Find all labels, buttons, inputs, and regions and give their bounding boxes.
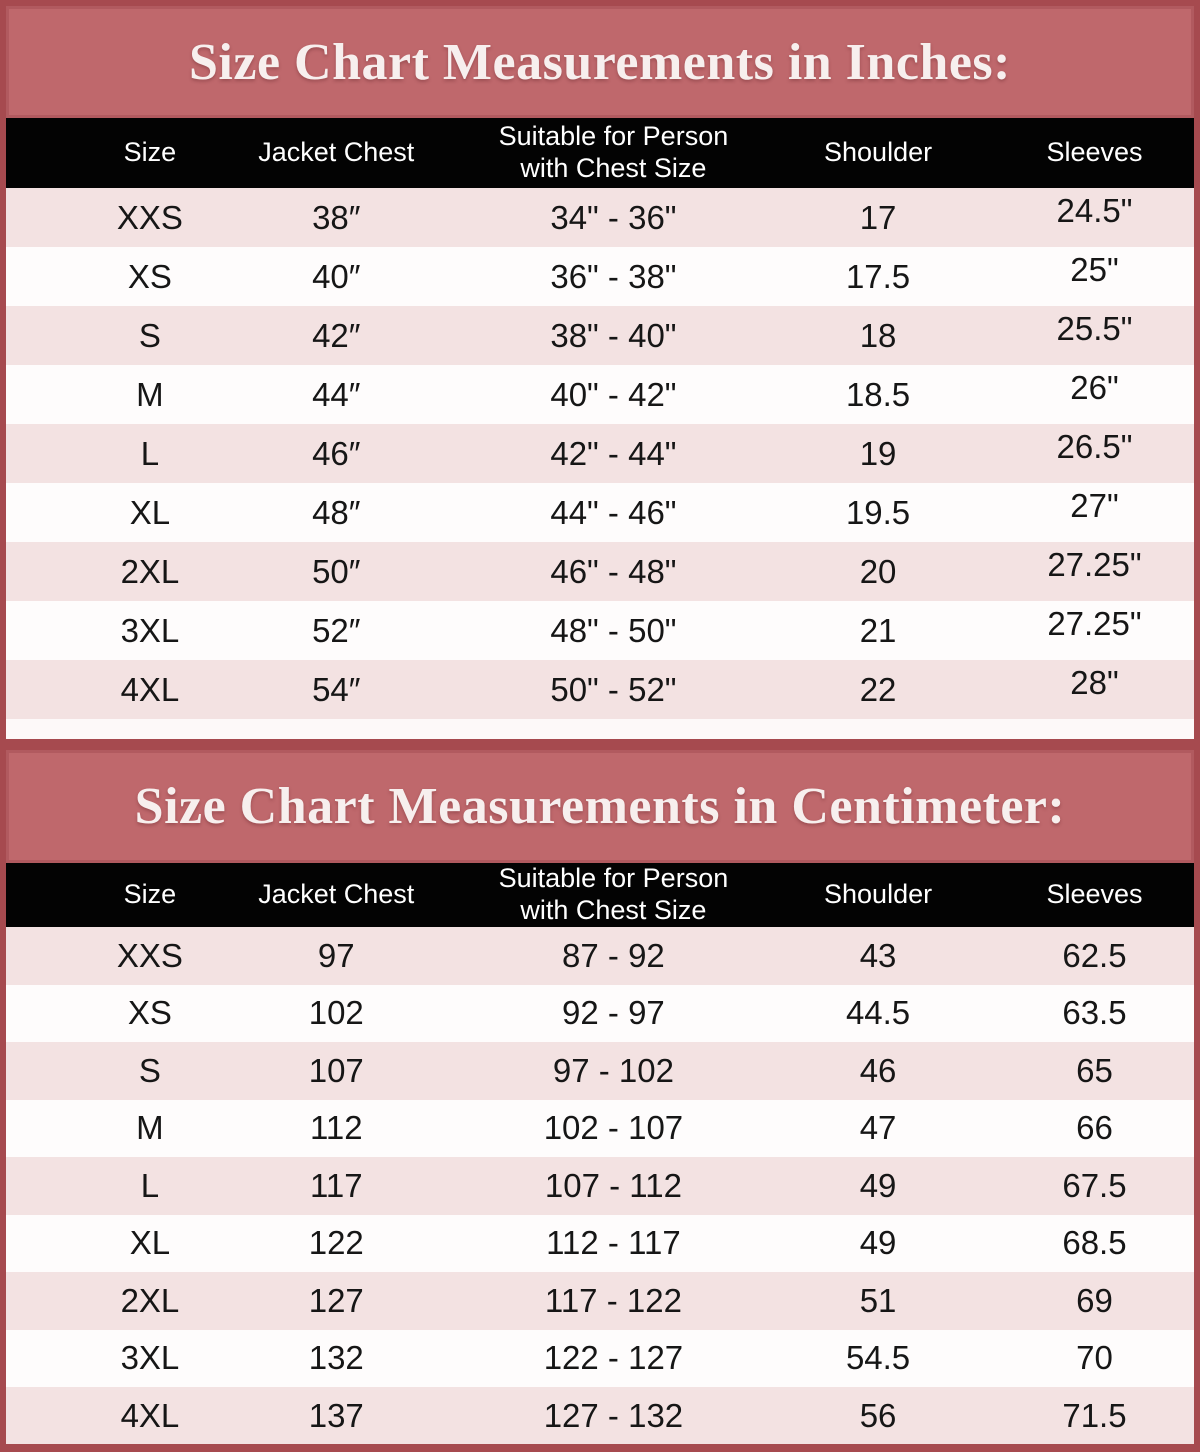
- centimeter-table-header: [6, 863, 1194, 927]
- table-cell: 50″: [312, 552, 361, 590]
- table-cell: 3XL: [120, 611, 180, 649]
- table-cell: 97: [317, 936, 355, 974]
- table-cell: 122 - 127: [543, 1339, 684, 1377]
- table-cell: 25.5": [1056, 309, 1133, 347]
- table-cell: 25": [1070, 250, 1119, 288]
- centimeter-banner: [6, 750, 1194, 863]
- inches-title: Size Chart Measurements in Inches:: [189, 33, 1011, 91]
- table-cell: 102: [308, 994, 364, 1032]
- table-row: [6, 424, 1194, 483]
- table-cell: XL: [129, 493, 171, 531]
- table-cell: M: [136, 375, 164, 413]
- table-cell: 38" - 40": [550, 316, 677, 354]
- table-row: [6, 542, 1194, 601]
- column-header-size: Size: [123, 879, 177, 910]
- table-cell: 34" - 36": [550, 198, 677, 236]
- table-cell: 65: [1076, 1051, 1113, 1089]
- table-cell: 68.5: [1062, 1224, 1127, 1262]
- table-cell: XXS: [116, 198, 183, 236]
- table-cell: XS: [127, 994, 172, 1032]
- header-row: [6, 118, 1194, 188]
- table-cell: 2XL: [120, 552, 180, 590]
- table-cell: 54″: [312, 670, 361, 708]
- table-cell: 42" - 44": [550, 434, 677, 472]
- table-cell: 117 - 122: [544, 1281, 682, 1319]
- table-cell: 52″: [312, 611, 361, 649]
- table-cell: 66: [1076, 1109, 1113, 1147]
- table-cell: 107 - 112: [544, 1166, 682, 1204]
- table-cell: 46: [859, 1051, 897, 1089]
- table-cell: 27": [1070, 486, 1119, 524]
- inches-table-body: [6, 188, 1194, 719]
- table-row: [6, 1100, 1194, 1158]
- table-cell: M: [136, 1109, 164, 1147]
- table-cell: 18.5: [845, 375, 911, 413]
- table-cell: 71.5: [1062, 1396, 1127, 1434]
- table-cell: 4XL: [120, 670, 180, 708]
- table-cell: 46″: [312, 434, 361, 472]
- column-header-suitable-chest-size: [434, 863, 779, 927]
- column-header-suitable-chest-size-label: Suitable for Person with Chest Size: [498, 863, 729, 925]
- column-header-suitable-chest-size: [434, 118, 779, 188]
- table-cell: 17.5: [845, 257, 911, 295]
- column-header-sleeves: Sleeves: [1046, 879, 1143, 910]
- table-cell: XXS: [116, 936, 183, 974]
- inches-footer-strip: [6, 719, 1194, 739]
- table-cell: 51: [859, 1281, 897, 1319]
- table-cell: 28": [1070, 663, 1119, 701]
- table-cell: 44" - 46": [550, 493, 677, 531]
- inches-table: [6, 118, 1194, 719]
- table-row: [6, 601, 1194, 660]
- table-cell: 48" - 50": [550, 611, 677, 649]
- table-cell: 127: [308, 1281, 364, 1319]
- column-header-size: Size: [123, 137, 177, 168]
- table-cell: 63.5: [1062, 994, 1127, 1032]
- table-row: [6, 188, 1194, 247]
- table-row: [6, 1157, 1194, 1215]
- centimeter-section: [0, 745, 1200, 1452]
- table-cell: 27.25": [1047, 604, 1142, 642]
- table-cell: S: [138, 1051, 161, 1089]
- centimeter-table-body: [6, 927, 1194, 1445]
- table-cell: 132: [308, 1339, 364, 1377]
- inches-table-header: [6, 118, 1194, 188]
- table-cell: 40" - 42": [550, 375, 677, 413]
- table-cell: 44.5: [845, 994, 911, 1032]
- table-cell: 2XL: [120, 1281, 180, 1319]
- centimeter-title: Size Chart Measurements in Centimeter:: [134, 778, 1066, 835]
- column-header-suitable-chest-size-label: Suitable for Person with Chest Size: [498, 121, 729, 183]
- table-cell: 27.25": [1047, 545, 1142, 583]
- table-cell: 4XL: [120, 1396, 180, 1434]
- table-cell: 112: [309, 1109, 363, 1147]
- inches-banner: [6, 6, 1194, 118]
- table-cell: 22: [859, 670, 897, 708]
- table-cell: 48″: [312, 493, 361, 531]
- column-header-jacket-chest: Jacket Chest: [258, 137, 415, 168]
- table-cell: L: [140, 1166, 160, 1204]
- table-row: [6, 483, 1194, 542]
- table-cell: 127 - 132: [543, 1396, 684, 1434]
- table-cell: 19: [859, 434, 897, 472]
- table-cell: 117: [309, 1166, 363, 1204]
- table-cell: 44″: [312, 375, 361, 413]
- table-cell: L: [140, 434, 160, 472]
- table-cell: 67.5: [1062, 1166, 1127, 1204]
- table-row: [6, 660, 1194, 719]
- table-cell: 54.5: [845, 1339, 911, 1377]
- table-cell: 20: [859, 552, 897, 590]
- table-cell: 122: [308, 1224, 364, 1262]
- table-cell: XS: [127, 257, 172, 295]
- table-row: [6, 1272, 1194, 1330]
- table-row: [6, 1387, 1194, 1445]
- table-cell: 56: [859, 1396, 897, 1434]
- table-cell: 26.5": [1056, 427, 1133, 465]
- table-row: [6, 927, 1194, 985]
- table-cell: 18: [859, 316, 897, 354]
- table-cell: 36" - 38": [550, 257, 677, 295]
- table-cell: 47: [859, 1109, 897, 1147]
- table-cell: 97 - 102: [552, 1051, 674, 1089]
- table-cell: 43: [859, 936, 897, 974]
- table-cell: 137: [308, 1396, 364, 1434]
- table-cell: 17: [859, 198, 897, 236]
- table-cell: 102 - 107: [543, 1109, 684, 1147]
- header-row: [6, 863, 1194, 927]
- table-cell: S: [138, 316, 161, 354]
- table-row: [6, 306, 1194, 365]
- table-cell: 21: [859, 611, 897, 649]
- table-cell: 38″: [312, 198, 361, 236]
- table-cell: 24.5": [1056, 191, 1133, 229]
- column-header-shoulder: Shoulder: [824, 137, 933, 168]
- table-cell: 62.5: [1062, 936, 1127, 974]
- column-header-sleeves: Sleeves: [1046, 137, 1143, 168]
- table-cell: 92 - 97: [562, 994, 665, 1032]
- table-row: [6, 247, 1194, 306]
- table-cell: XL: [129, 1224, 171, 1262]
- table-cell: 49: [859, 1166, 897, 1204]
- table-cell: 40″: [312, 257, 361, 295]
- table-cell: 112 - 117: [546, 1224, 681, 1262]
- table-row: [6, 985, 1194, 1043]
- table-cell: 3XL: [120, 1339, 180, 1377]
- table-cell: 49: [859, 1224, 897, 1262]
- table-row: [6, 1215, 1194, 1273]
- column-header-jacket-chest: Jacket Chest: [258, 879, 415, 910]
- table-cell: 70: [1076, 1339, 1113, 1377]
- table-row: [6, 365, 1194, 424]
- column-header-shoulder: Shoulder: [824, 879, 933, 910]
- table-cell: 69: [1076, 1281, 1113, 1319]
- table-row: [6, 1330, 1194, 1388]
- table-cell: 50" - 52": [550, 670, 677, 708]
- centimeter-table: [6, 863, 1194, 1445]
- table-cell: 107: [308, 1051, 364, 1089]
- table-cell: 19.5: [845, 493, 911, 531]
- table-row: [6, 1042, 1194, 1100]
- table-cell: 42″: [312, 316, 361, 354]
- table-cell: 26": [1070, 368, 1119, 406]
- table-cell: 87 - 92: [562, 936, 665, 974]
- table-cell: 46" - 48": [550, 552, 677, 590]
